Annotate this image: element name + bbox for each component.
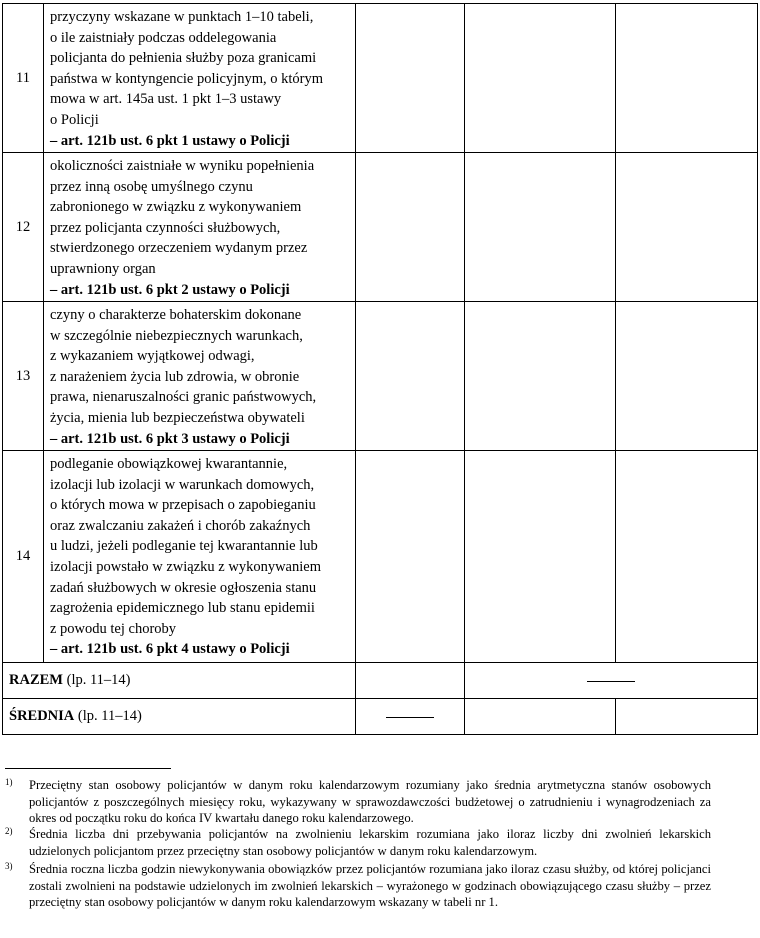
- footnote: [5, 861, 711, 911]
- value-cell: [356, 153, 465, 302]
- footnote-text: Średnia roczna liczba godzin niewykonywania obowiązków przez policjantów rozumiana jako iloraz czasu służby, od której policjanci zostali zwolnieni na podstawie udzielonych im zwolnień lekarskich – wyrażonego w godzinach obowiązującego czasu służby – przez przeciętny stan osobowy policjantów w danym roku kalendarzowym wskazany w tabeli nr 1.: [29, 862, 711, 909]
- legal-reference: – art. 121b ust. 6 pkt 2 ustawy o Policji: [50, 281, 290, 298]
- row-number: 13: [3, 302, 44, 451]
- value-cell: [616, 451, 758, 663]
- value-cell: [616, 699, 758, 735]
- legal-reference: – art. 121b ust. 6 pkt 3 ustawy o Policji: [50, 430, 290, 447]
- description-text: przyczyny wskazane w punktach 1–10 tabeli, o ile zaistniały podczas oddelegowania policjanta do pełnienia służby poza granicami państwa w kontyngencie policyjnym, o którym mowa w art. 145a ust. 1 pkt 1–3 ustawy o Policji: [50, 9, 324, 128]
- value-cell: [465, 451, 616, 663]
- row-description: [44, 153, 356, 302]
- footnote-number: 2): [5, 826, 13, 836]
- razem-row: [3, 663, 758, 699]
- table-row: [3, 4, 758, 153]
- srednia-label: ŚREDNIA: [9, 708, 75, 724]
- row-description: [44, 4, 356, 153]
- description-text: czyny o charakterze bohaterskim dokonane w szczególnie niebezpiecznych warunkach, z wykazaniem wyjątkowej odwagi, z narażeniem życia lub zdrowia, w obronie prawa, nienaruszalności granic państwowych, życia, mienia lub bezpieczeństwa obywateli: [50, 307, 317, 426]
- row-number: 12: [3, 153, 44, 302]
- dash-mark: [386, 717, 434, 718]
- footnote-number: 3): [5, 861, 13, 871]
- table-row: [3, 302, 758, 451]
- value-cell: [465, 699, 616, 735]
- not-applicable-cell: [465, 663, 758, 699]
- row-number: 11: [3, 4, 44, 153]
- razem-range: (lp. 11–14): [66, 672, 131, 688]
- value-cell: [465, 4, 616, 153]
- value-cell: [356, 663, 465, 699]
- legal-reference: – art. 121b ust. 6 pkt 4 ustawy o Policji: [50, 641, 290, 658]
- row-description: [44, 302, 356, 451]
- srednia-range: (lp. 11–14): [77, 708, 142, 724]
- table-row: [3, 451, 758, 663]
- description-text: okoliczności zaistniałe w wyniku popełnienia przez inną osobę umyślnego czynu zabronionego w związku z wykonywaniem przez policjanta czynności służbowych, stwierdzonego orzeczeniem wydanym przez uprawniony organ: [50, 158, 315, 277]
- value-cell: [465, 153, 616, 302]
- dash-mark: [587, 681, 635, 682]
- table-row: [3, 153, 758, 302]
- description-text: podleganie obowiązkowej kwarantannie, izolacji lub izolacji w warunkach domowych, o których mowa w przepisach o zapobieganiu oraz zwalczaniu zakażeń i chorób zakaźnych u ludzi, jeżeli podleganie tej kwarantannie lub izolacji powstało w związku z wykonywaniem zadań służbowych w okresie ogłoszenia stanu zagrożenia epidemicznego lub stanu epidemii z powodu tej choroby: [50, 456, 321, 637]
- razem-label-cell: [3, 663, 356, 699]
- footnote-text: Średnia liczba dni przebywania policjantów na zwolnieniu lekarskim rozumiana jako iloraz liczby dni zwolnień lekarskich udzielonych policjantom przez przeciętny stan osobowy policjantów w danym roku kalendarzowym.: [29, 827, 711, 858]
- value-cell: [356, 4, 465, 153]
- row-number: 14: [3, 451, 44, 663]
- value-cell: [616, 302, 758, 451]
- row-description: [44, 451, 356, 663]
- razem-label: RAZEM: [9, 672, 63, 688]
- value-cell: [356, 302, 465, 451]
- footnote-text: Przeciętny stan osobowy policjantów w danym roku kalendarzowym rozumiany jako średnia arytmetyczna stanów osobowych policjantów z poszczególnych miesięcy roku, wykazywany w sprawozdawczości budżetowej o zatrudnieniu i wynagrodzeniach za okres od początku roku do końca IV kwartału danego roku kalendarzowego.: [29, 778, 711, 825]
- value-cell: [616, 153, 758, 302]
- srednia-label-cell: [3, 699, 356, 735]
- footnote-separator: [5, 768, 171, 769]
- footnote: [5, 777, 711, 827]
- value-cell: [356, 451, 465, 663]
- footnote-number: 1): [5, 777, 13, 787]
- legal-reference: – art. 121b ust. 6 pkt 1 ustawy o Policji: [50, 132, 290, 149]
- footnote: [5, 826, 711, 859]
- not-applicable-cell: [356, 699, 465, 735]
- value-cell: [465, 302, 616, 451]
- value-cell: [616, 4, 758, 153]
- data-table: [2, 3, 758, 735]
- srednia-row: [3, 699, 758, 735]
